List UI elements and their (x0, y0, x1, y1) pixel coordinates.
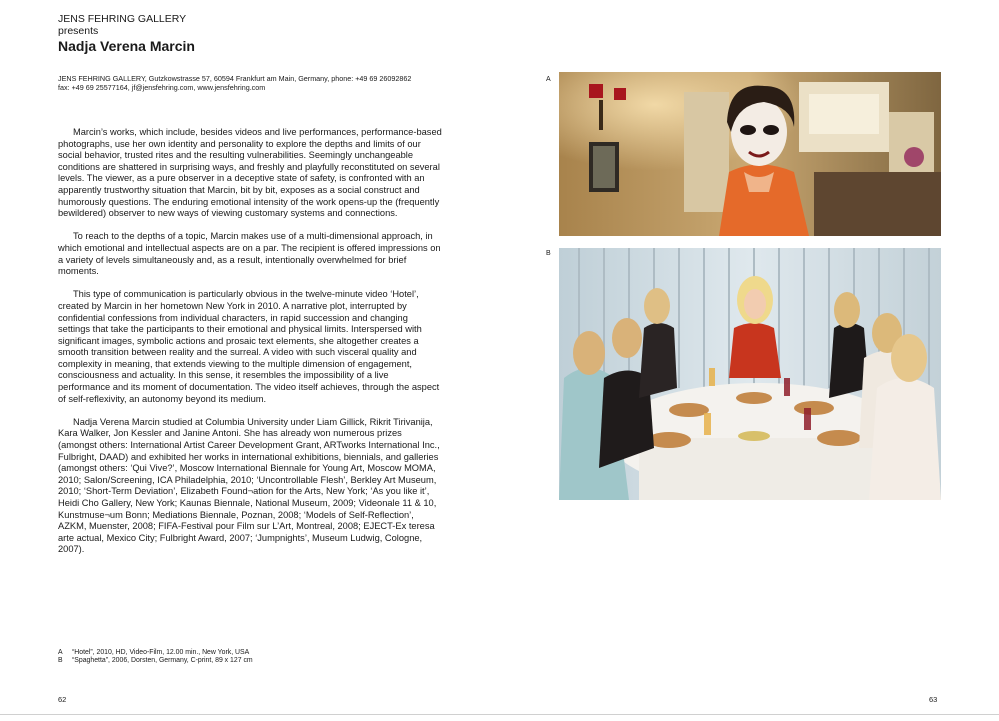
paragraph: To reach to the depths of a topic, Marcin makes use of a multi-dimensional approach, in which emotional and intellectual aspects are on a par. The recipient is offered impressions on a variety of levels simultaneously and, as a result, intentionally overwhelmed for brief moments. (58, 231, 441, 277)
caption-b (58, 657, 458, 665)
caption-a (58, 649, 458, 657)
presents-label: presents (58, 25, 99, 37)
figure-letter-a: A (546, 76, 551, 83)
contact-email-web: fax: +49 69 25577164, jf@jensfehring.com, www.jensfehring.com (58, 83, 266, 92)
caption-letter: A (58, 649, 63, 656)
photo-spaghetta (559, 248, 941, 500)
photo-hotel (559, 72, 941, 236)
article-body (58, 127, 442, 568)
gallery-contact (58, 74, 488, 92)
paragraph: Nadja Verena Marcin studied at Columbia University under Liam Gillick, Rikrit Tirivanija, Kara Walker, Jon Kessler and Janine Antoni. She has already won numerous prizes (amongst others: International Artist Career Development Grant, ARTworks International Inc., Fulbright, DAAD) and exhibited her works in international exhibitions, biennials, and galleries (amongst others: ‘Qui Vive?’, Moscow International Biennale for Young Art, Moscow MOMA, 2010; Salon/Screening, ICA Philadelphia, 2010; ‘Uncontrollable Flesh’, Berkley Art Museum, 2010; ‘Short-Term Deviation’, Elizabeth Found¬ation for the Arts, New York; ‘As you like it’, Heidi Cho Gallery, New York; Kaunas Biennale, National Museum, 2009; Videonale 11 & 10, Kunstmuse¬um Bonn; Mediations Biennale, Poznan, 2008; ‘Models of Self-Reflection’, AZKM, Muenster, 2008; FIFA-Festival pour Film sur L’Art, Montreal, 2008; EJECT-Ex teresa arte actual, Mexico City; Fulbright Award, 2007; ‘Jumpnights’, Museum Ludwig, Cologne, 2007). (58, 416, 440, 555)
contact-address: JENS FEHRING GALLERY, Gutzkowstrasse 57, 60594 Frankfurt am Main, Germany, phone: +49 69 26092862 (58, 74, 412, 83)
gallery-name: JENS FEHRING GALLERY (58, 13, 187, 25)
page-bottom-rule (0, 714, 999, 715)
caption-text: “Spaghetta”, 2006, Dorsten, Germany, C-print, 89 x 127 cm (72, 657, 253, 665)
paragraph: Marcin’s works, which include, besides videos and live performances, performance-based photographs, use her own identity and personality to explore the depths and limits of our social behavior, trusted rites and the resulting vulnerabilities. Seemingly unchangeable conditions are shattered in surprising ways, and freshly and playfully reconstituted on several levels. The viewer, as a pure observer in a deceptive state of safety, is confronted with an apparently trustworthy situation that Marcin, bit by bit, exposes as a social construct and humorously questions. The enduring emotional intensity of the work opens-up the (frequently bewildered) observer to new ways of viewing customary systems and connections. (58, 127, 442, 219)
figure-captions (58, 649, 458, 666)
page-number-left: 62 (58, 695, 67, 704)
caption-text: “Hotel”, 2010, HD, Video-Film, 12.00 min., New York, USA (72, 649, 250, 656)
page-number-right: 63 (929, 695, 938, 704)
paragraph: This type of communication is particularly obvious in the twelve-minute video ‘Hotel’, created by Marcin in her hometown New York in 2010. A narrative plot, interrupted by confidential confessions from individual characters, in rapid succession and changing settings that take the participants to their emotional and physical limits. Interspersed with significant images, symbolic actions and prosaic text elements, she altogether creates a smooth transition between reality and the surreal. A video with such visceral quality and complexity in meaning, that extends viewing to the multiple dimension of engagement, consciousness and actuality. In this sense, it resembles the impossibility of a live performance and its moment of documentation. The video itself achieves, through the aspect of self-reflexivity, an autonomy beyond its medium. (58, 289, 440, 404)
figure-letter-b: B (546, 250, 551, 257)
artist-title: Nadja Verena Marcin (58, 38, 195, 54)
caption-letter: B (58, 657, 63, 665)
